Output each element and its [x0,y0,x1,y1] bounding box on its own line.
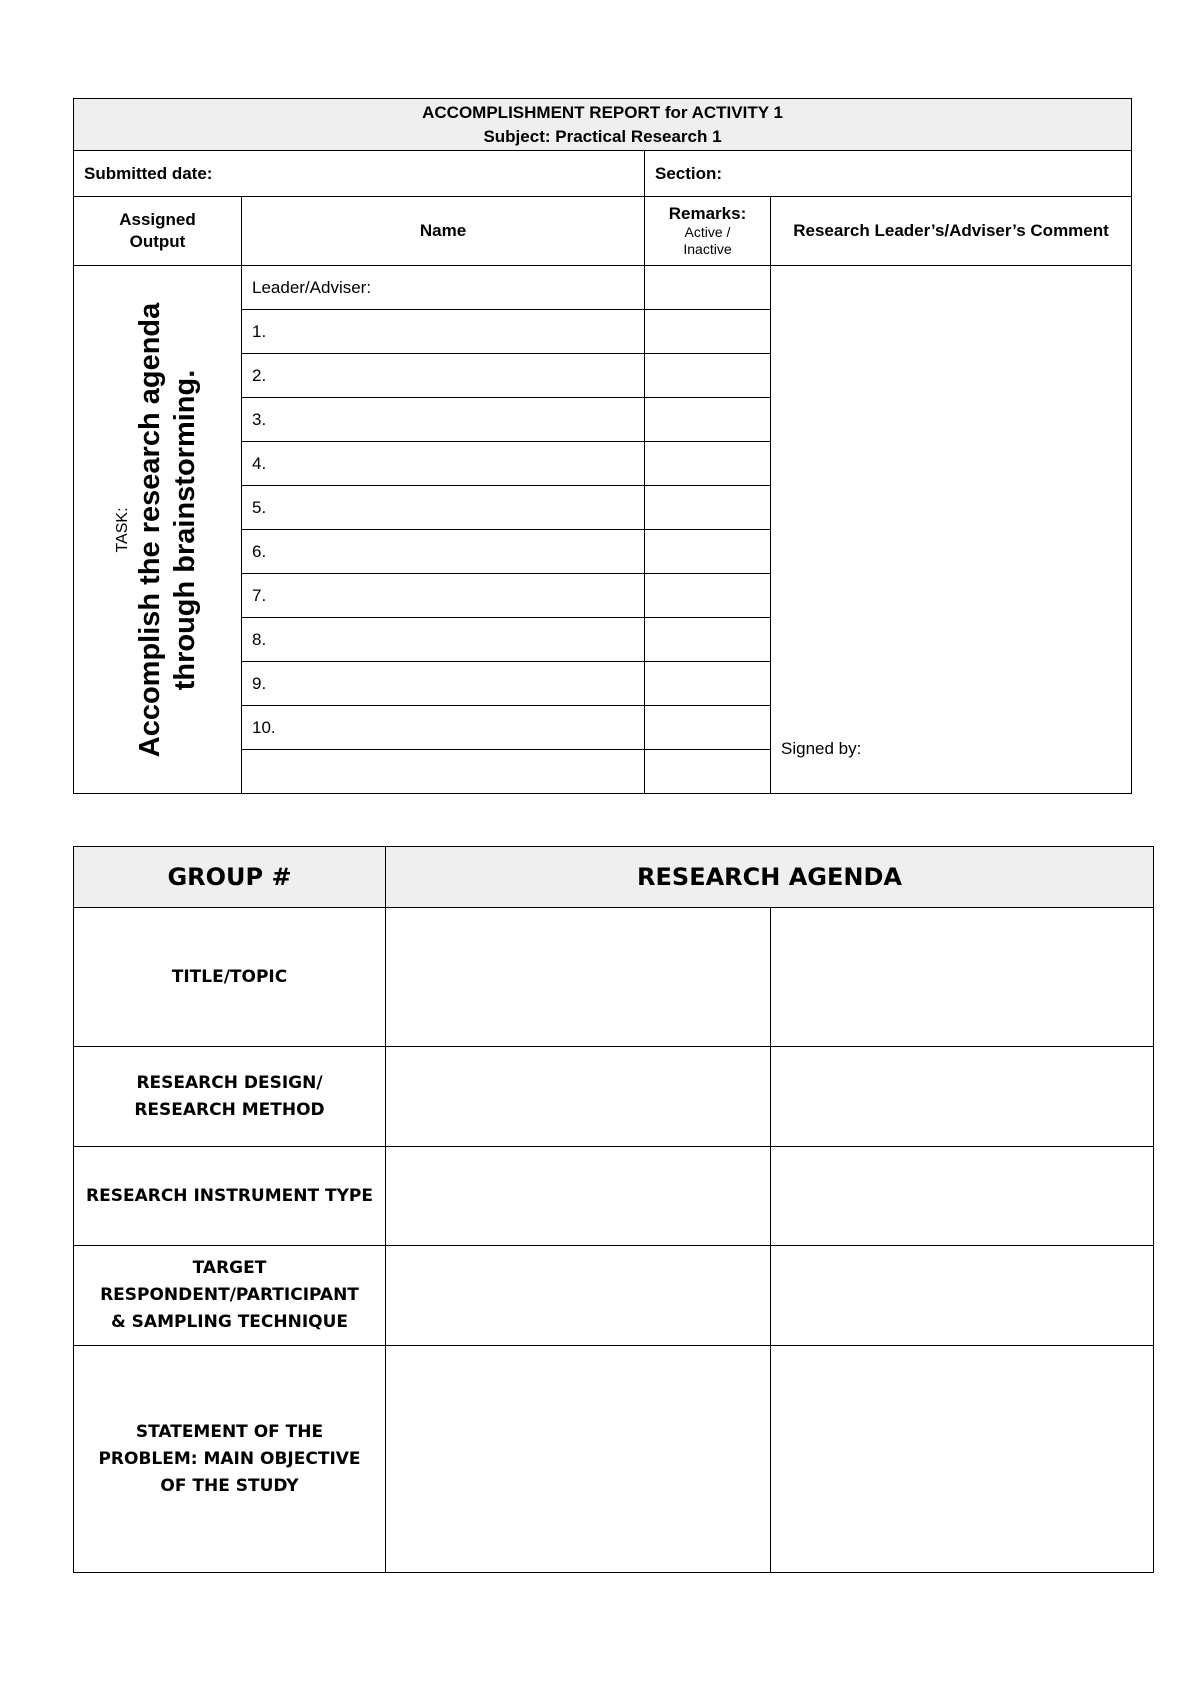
member-name-field[interactable]: 3. [242,398,645,442]
group-number-header: GROUP # [74,847,386,908]
leader-name-field[interactable]: Leader/Adviser: [242,266,645,310]
agenda-row-label: RESEARCH DESIGN/ RESEARCH METHOD [74,1047,386,1147]
task-cell [74,266,242,794]
member-remarks-field[interactable] [645,354,771,398]
name-header: Name [242,197,645,266]
member-name-field[interactable]: 6. [242,530,645,574]
agenda-input-cell[interactable] [771,908,1154,1047]
member-remarks-field[interactable] [645,618,771,662]
agenda-row-label: TARGET RESPONDENT/PARTICIPANT & SAMPLING TECHNIQUE [74,1246,386,1346]
agenda-input-cell[interactable] [386,1047,771,1147]
member-name-field[interactable]: 9. [242,662,645,706]
section-field[interactable]: Section: [645,151,1132,197]
submitted-date-field[interactable]: Submitted date: [74,151,645,197]
member-remarks-field[interactable] [645,706,771,750]
member-name-field[interactable]: 5. [242,486,645,530]
leader-remarks-field[interactable] [645,266,771,310]
agenda-input-cell[interactable] [386,1346,771,1573]
member-name-field[interactable]: 1. [242,310,645,354]
task-text-line2: through brainstorming. [168,369,201,690]
member-remarks-field[interactable] [645,574,771,618]
member-remarks-field[interactable] [645,750,771,794]
agenda-row-label: TITLE/TOPIC [74,908,386,1047]
member-name-field[interactable] [242,750,645,794]
research-agenda-table [73,846,1154,1573]
agenda-input-cell[interactable] [386,1147,771,1246]
member-name-field[interactable]: 2. [242,354,645,398]
agenda-input-cell[interactable] [771,1246,1154,1346]
agenda-input-cell[interactable] [386,908,771,1047]
member-name-field[interactable]: 7. [242,574,645,618]
task-rotated-text [113,270,203,790]
agenda-row-label: STATEMENT OF THE PROBLEM: MAIN OBJECTIVE OF THE STUDY [74,1346,386,1573]
member-remarks-field[interactable] [645,530,771,574]
agenda-row-label: RESEARCH INSTRUMENT TYPE [74,1147,386,1246]
member-remarks-field[interactable] [645,662,771,706]
report-subject: Subject: Practical Research 1 [483,126,722,146]
task-label: TASK: [113,506,131,553]
member-remarks-field[interactable] [645,486,771,530]
member-remarks-field[interactable] [645,398,771,442]
agenda-input-cell[interactable] [771,1147,1154,1246]
assigned-output-header: Assigned Output [74,197,242,266]
report-header [74,99,1132,151]
task-text-line1: Accomplish the research agenda [133,302,166,757]
accomplishment-report-table [73,98,1132,794]
signed-by-label: Signed by: [781,739,862,758]
member-name-field[interactable]: 10. [242,706,645,750]
comment-field[interactable] [771,266,1132,794]
agenda-input-cell[interactable] [771,1346,1154,1573]
agenda-input-cell[interactable] [386,1246,771,1346]
member-remarks-field[interactable] [645,310,771,354]
comment-header: Research Leader’s/Adviser’s Comment [771,197,1132,266]
member-name-field[interactable]: 4. [242,442,645,486]
member-name-field[interactable]: 8. [242,618,645,662]
remarks-header: Remarks: Active / Inactive [645,197,771,266]
agenda-input-cell[interactable] [771,1047,1154,1147]
research-agenda-header: RESEARCH AGENDA [386,847,1154,908]
report-title: ACCOMPLISHMENT REPORT for ACTIVITY 1 [422,102,783,122]
member-remarks-field[interactable] [645,442,771,486]
